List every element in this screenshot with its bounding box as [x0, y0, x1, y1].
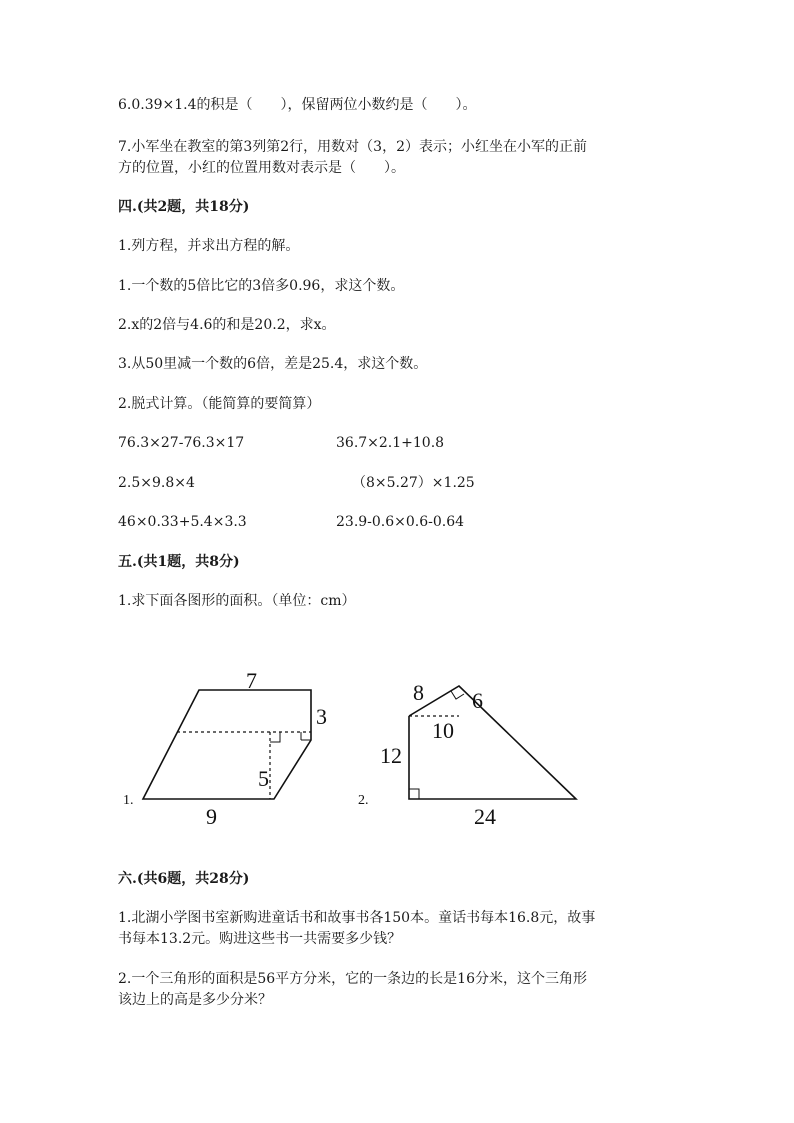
figure-2-right-angle-mark-1 [409, 789, 419, 799]
section-4-problem-1-title: 1.列方程，并求出方程的解。 [118, 238, 300, 254]
equation-item-2: 2.x的2倍与4.6的和是20.2，求x。 [118, 317, 336, 333]
section-6-problem-1-line-1: 1.北湖小学图书室新购进童话书和故事书各150本。童话书每本16.8元，故事 [118, 910, 596, 926]
figure-2-side-a: 8 [413, 680, 424, 705]
figure-1-outline [143, 690, 311, 799]
section-6-problem-1-line-2: 书每本13.2元。购进这些书一共需要多少钱？ [118, 931, 402, 947]
section-5-problem-1-title: 1.求下面各图形的面积。（单位：cm） [118, 593, 356, 609]
calc-item-5: 46×0.33+5.4×3.3 [118, 514, 247, 530]
figure-1-right-angle-mark-1 [270, 732, 280, 742]
question-7-line-2: 方的位置，小红的位置用数对表示是（ ）。 [118, 160, 405, 176]
figure-1 [143, 690, 311, 799]
section-4-problem-2-title: 2.脱式计算。（能简算的要简算） [118, 396, 321, 412]
question-7-line-1: 7.小军坐在教室的第3列第2行，用数对（3，2）表示；小红坐在小军的正前 [118, 139, 587, 155]
figure-1-height-length: 5 [258, 766, 269, 791]
figure-2-dashed-length: 10 [432, 718, 454, 743]
calc-item-1: 76.3×27-76.3×17 [118, 435, 245, 451]
figure-2-left-length: 12 [380, 743, 402, 768]
question-6: 6.0.39×1.4的积是（ ），保留两位小数约是（ ）。 [118, 97, 477, 113]
figure-2-right-angle-mark-2 [451, 691, 464, 699]
figure-1-right-length: 3 [316, 704, 327, 729]
figure-1-bottom-length: 9 [206, 804, 217, 829]
section-6-heading: 六.(共6题，共28分) [118, 871, 250, 887]
figure-1-label: 1. [123, 793, 134, 808]
calc-item-4: （8×5.27）×1.25 [352, 475, 475, 491]
figure-1-top-length: 7 [246, 668, 257, 693]
section-5-heading: 五.(共1题，共8分) [118, 554, 240, 570]
calc-item-6: 23.9-0.6×0.6-0.64 [336, 514, 465, 530]
section-6-problem-2-line-1: 2.一个三角形的面积是56平方分米，它的一条边的长是16分米，这个三角形 [118, 971, 587, 987]
figure-2-label: 2. [358, 793, 369, 808]
equation-item-3: 3.从50里减一个数的6倍，差是25.4，求这个数。 [118, 356, 428, 372]
figure-2-side-b: 6 [472, 688, 483, 713]
section-4-heading: 四.(共2题，共18分) [118, 199, 250, 215]
equation-item-1: 1.一个数的5倍比它的3倍多0.96，求这个数。 [118, 278, 405, 294]
section-6-problem-2-line-2: 该边上的高是多少分米？ [118, 992, 272, 1008]
figure-2-bottom-length: 24 [474, 804, 496, 829]
calc-item-3: 2.5×9.8×4 [118, 475, 195, 491]
calc-item-2: 36.7×2.1+10.8 [336, 435, 445, 451]
geometry-figures [0, 668, 794, 848]
